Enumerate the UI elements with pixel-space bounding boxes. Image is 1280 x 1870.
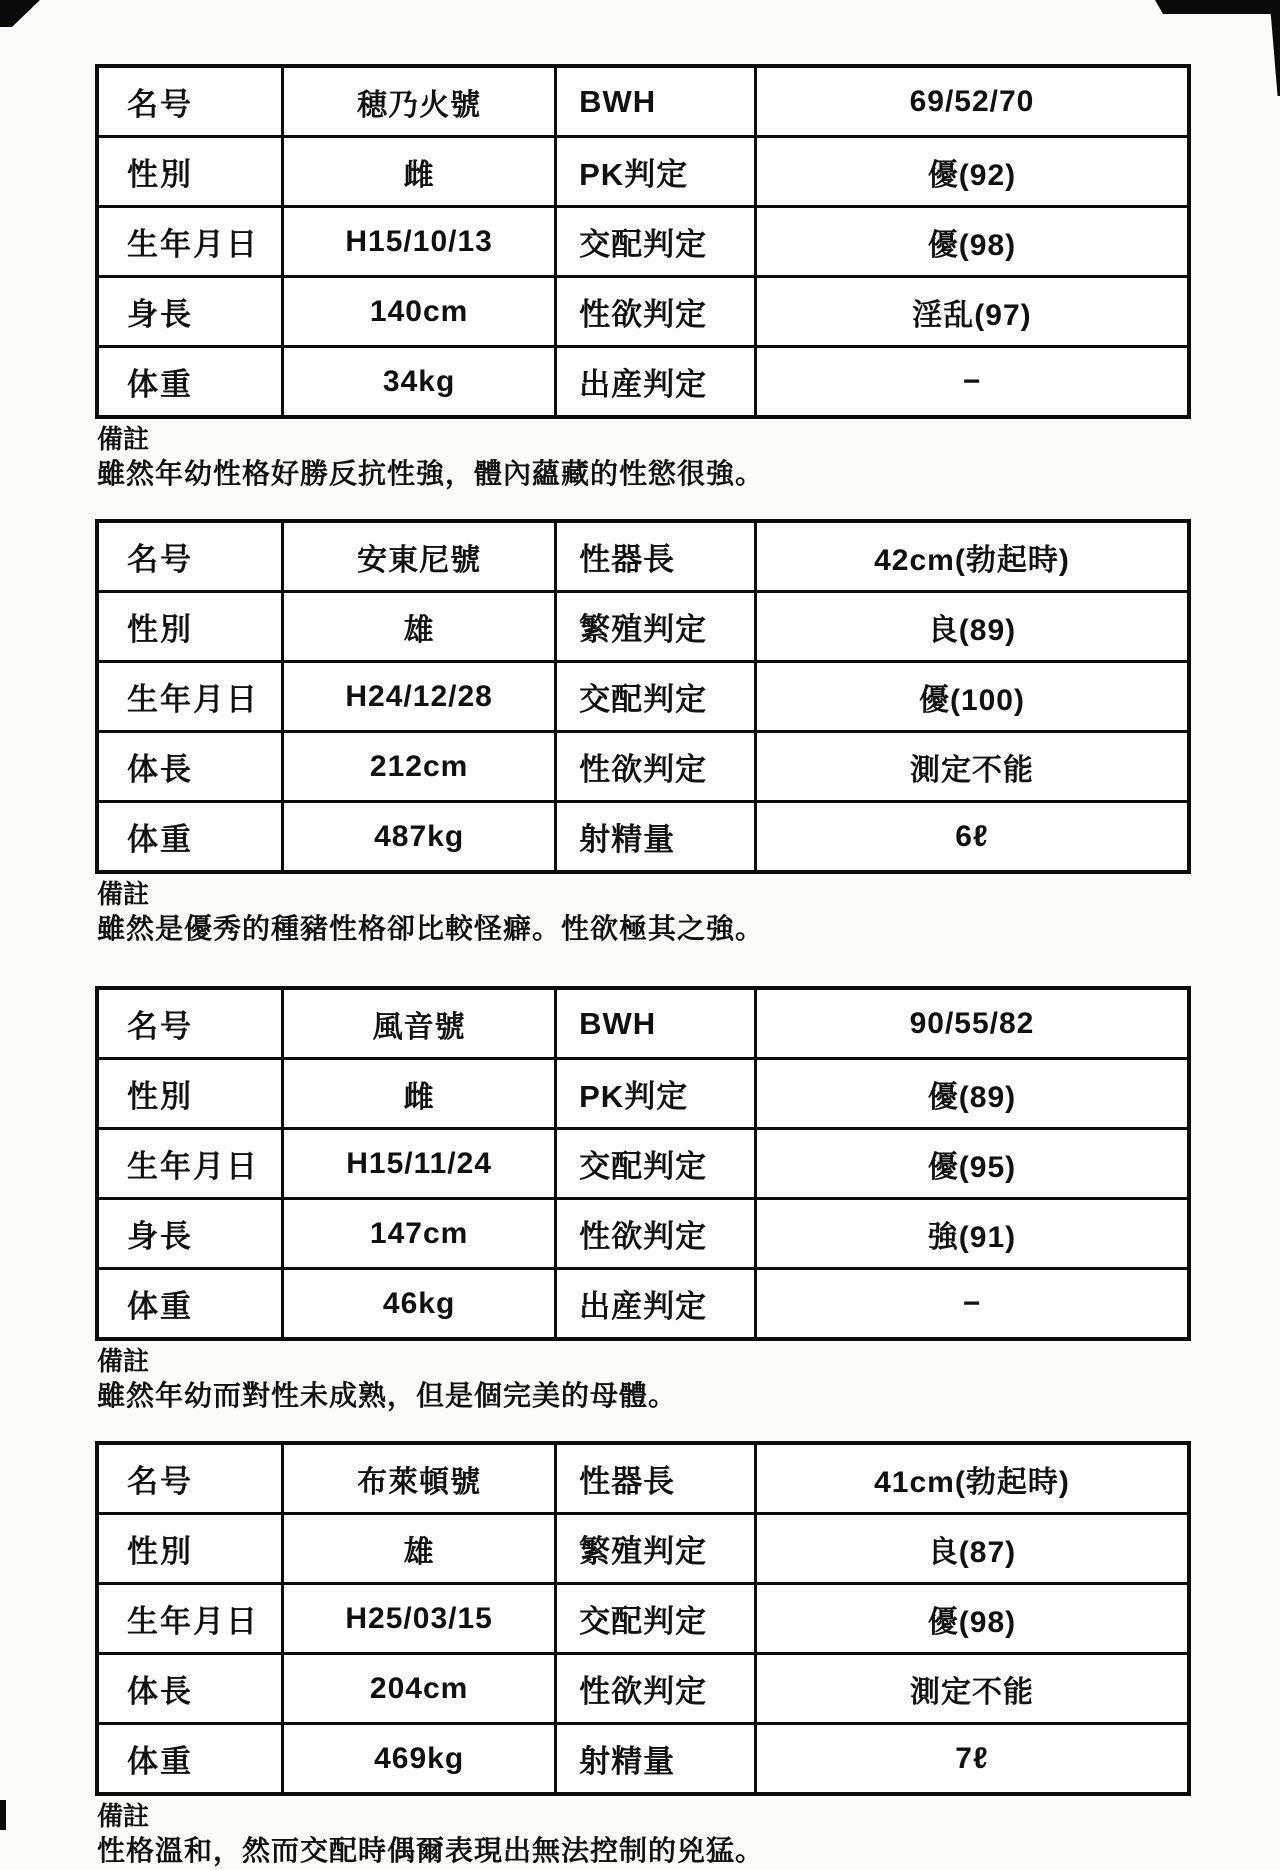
field-value: 140cm xyxy=(283,277,556,347)
field-label: 体重 xyxy=(97,347,283,418)
field-label: 生年月日 xyxy=(97,207,283,277)
field-value: 147cm xyxy=(283,1199,556,1269)
spec-table-1 xyxy=(95,64,1191,419)
field-value: 雄 xyxy=(283,592,556,662)
field-value: 風音號 xyxy=(283,988,556,1059)
remark-block-4 xyxy=(97,1802,1191,1870)
field-value: 6ℓ xyxy=(755,802,1189,873)
field-label: 体長 xyxy=(97,732,283,802)
field-label: 生年月日 xyxy=(97,662,283,732)
remark-text: 雖然年幼而對性未成熟，但是個完美的母體。 xyxy=(97,1379,678,1412)
field-label: 射精量 xyxy=(556,1724,756,1795)
field-value: 41cm(勃起時) xyxy=(755,1443,1189,1514)
field-label: BWH xyxy=(556,988,756,1059)
field-value: 優(98) xyxy=(755,1584,1189,1654)
field-value: 7ℓ xyxy=(755,1724,1189,1795)
table-row xyxy=(97,1269,1189,1340)
field-value: 雌 xyxy=(283,1059,556,1129)
table-row xyxy=(97,347,1189,418)
field-value: 良(89) xyxy=(755,592,1189,662)
field-value: 469kg xyxy=(283,1724,556,1795)
field-label: BWH xyxy=(556,66,756,137)
field-label: 交配判定 xyxy=(556,207,756,277)
field-value: 優(89) xyxy=(755,1059,1189,1129)
remark-text: 雖然年幼性格好勝反抗性強，體內蘊藏的性慾很強。 xyxy=(97,457,765,490)
scan-artifact-right-edge xyxy=(1269,0,1280,96)
field-label: 繁殖判定 xyxy=(556,1514,756,1584)
field-label: 性器長 xyxy=(556,521,756,592)
field-label: 体重 xyxy=(97,1269,283,1340)
remark-label: 備註 xyxy=(97,880,150,910)
field-label: 繁殖判定 xyxy=(556,592,756,662)
field-value: 淫乱(97) xyxy=(755,277,1189,347)
table-row xyxy=(97,592,1189,662)
field-label: 交配判定 xyxy=(556,662,756,732)
field-value: 212cm xyxy=(283,732,556,802)
spec-table-3 xyxy=(95,986,1191,1341)
remark-label: 備註 xyxy=(97,1347,150,1377)
field-label: 性欲判定 xyxy=(556,277,756,347)
field-value: H15/10/13 xyxy=(283,207,556,277)
field-value: − xyxy=(755,347,1189,418)
table-row xyxy=(97,66,1189,137)
spec-table-4 xyxy=(95,1441,1191,1796)
table-row xyxy=(97,802,1189,873)
field-value: 雄 xyxy=(283,1514,556,1584)
field-value: H15/11/24 xyxy=(283,1129,556,1199)
field-value: 優(95) xyxy=(755,1129,1189,1199)
table-row xyxy=(97,1724,1189,1795)
field-value: 強(91) xyxy=(755,1199,1189,1269)
field-label: 出産判定 xyxy=(556,1269,756,1340)
table-row xyxy=(97,1514,1189,1584)
table-row xyxy=(97,988,1189,1059)
remark-text: 雖然是優秀的種豬性格卻比較怪癖。性欲極其之強。 xyxy=(97,912,765,945)
field-label: 射精量 xyxy=(556,802,756,873)
field-label: 性別 xyxy=(97,137,283,207)
table-row xyxy=(97,521,1189,592)
document-page xyxy=(95,0,1191,1870)
remark-text: 性格溫和，然而交配時偶爾表現出無法控制的兇猛。 xyxy=(97,1834,765,1867)
field-label: 生年月日 xyxy=(97,1129,283,1199)
field-label: 性欲判定 xyxy=(556,1199,756,1269)
table-row xyxy=(97,732,1189,802)
field-label: 生年月日 xyxy=(97,1584,283,1654)
field-value: 69/52/70 xyxy=(755,66,1189,137)
field-value: 良(87) xyxy=(755,1514,1189,1584)
table-row xyxy=(97,1584,1189,1654)
field-label: 性別 xyxy=(97,1059,283,1129)
field-label: 身長 xyxy=(97,1199,283,1269)
field-label: 身長 xyxy=(97,277,283,347)
field-value: 優(100) xyxy=(755,662,1189,732)
field-value: 487kg xyxy=(283,802,556,873)
field-label: 性別 xyxy=(97,592,283,662)
field-value: 46kg xyxy=(283,1269,556,1340)
field-value: 雌 xyxy=(283,137,556,207)
table-row xyxy=(97,1443,1189,1514)
table-row xyxy=(97,207,1189,277)
field-label: 体重 xyxy=(97,802,283,873)
field-value: 優(92) xyxy=(755,137,1189,207)
field-value: 優(98) xyxy=(755,207,1189,277)
field-value: 204cm xyxy=(283,1654,556,1724)
field-label: 名号 xyxy=(97,1443,283,1514)
field-label: 交配判定 xyxy=(556,1584,756,1654)
field-value: 34kg xyxy=(283,347,556,418)
table-row xyxy=(97,662,1189,732)
field-value: 測定不能 xyxy=(755,1654,1189,1724)
table-row xyxy=(97,1059,1189,1129)
field-label: 性器長 xyxy=(556,1443,756,1514)
field-label: 体重 xyxy=(97,1724,283,1795)
remark-block-2 xyxy=(97,880,1191,948)
field-label: 性欲判定 xyxy=(556,1654,756,1724)
field-value: H25/03/15 xyxy=(283,1584,556,1654)
field-value: 布萊頓號 xyxy=(283,1443,556,1514)
field-label: 名号 xyxy=(97,521,283,592)
table-row xyxy=(97,1199,1189,1269)
field-label: 交配判定 xyxy=(556,1129,756,1199)
remark-label: 備註 xyxy=(97,425,150,455)
field-label: 体長 xyxy=(97,1654,283,1724)
table-row xyxy=(97,277,1189,347)
field-label: 出産判定 xyxy=(556,347,756,418)
remark-block-1 xyxy=(97,425,1191,493)
spec-table-2 xyxy=(95,519,1191,874)
field-value: − xyxy=(755,1269,1189,1340)
field-value: 42cm(勃起時) xyxy=(755,521,1189,592)
table-row xyxy=(97,1654,1189,1724)
field-label: 名号 xyxy=(97,66,283,137)
field-label: PK判定 xyxy=(556,137,756,207)
scan-artifact-top-left xyxy=(0,0,40,27)
remark-label: 備註 xyxy=(97,1802,150,1832)
field-value: H24/12/28 xyxy=(283,662,556,732)
field-value: 穂乃火號 xyxy=(283,66,556,137)
field-value: 90/55/82 xyxy=(755,988,1189,1059)
field-label: PK判定 xyxy=(556,1059,756,1129)
field-value: 測定不能 xyxy=(755,732,1189,802)
field-label: 性欲判定 xyxy=(556,732,756,802)
field-label: 性別 xyxy=(97,1514,283,1584)
table-row xyxy=(97,137,1189,207)
field-value: 安東尼號 xyxy=(283,521,556,592)
field-label: 名号 xyxy=(97,988,283,1059)
table-row xyxy=(97,1129,1189,1199)
scan-artifact-bottom-left xyxy=(0,1800,6,1830)
remark-block-3 xyxy=(97,1347,1191,1415)
